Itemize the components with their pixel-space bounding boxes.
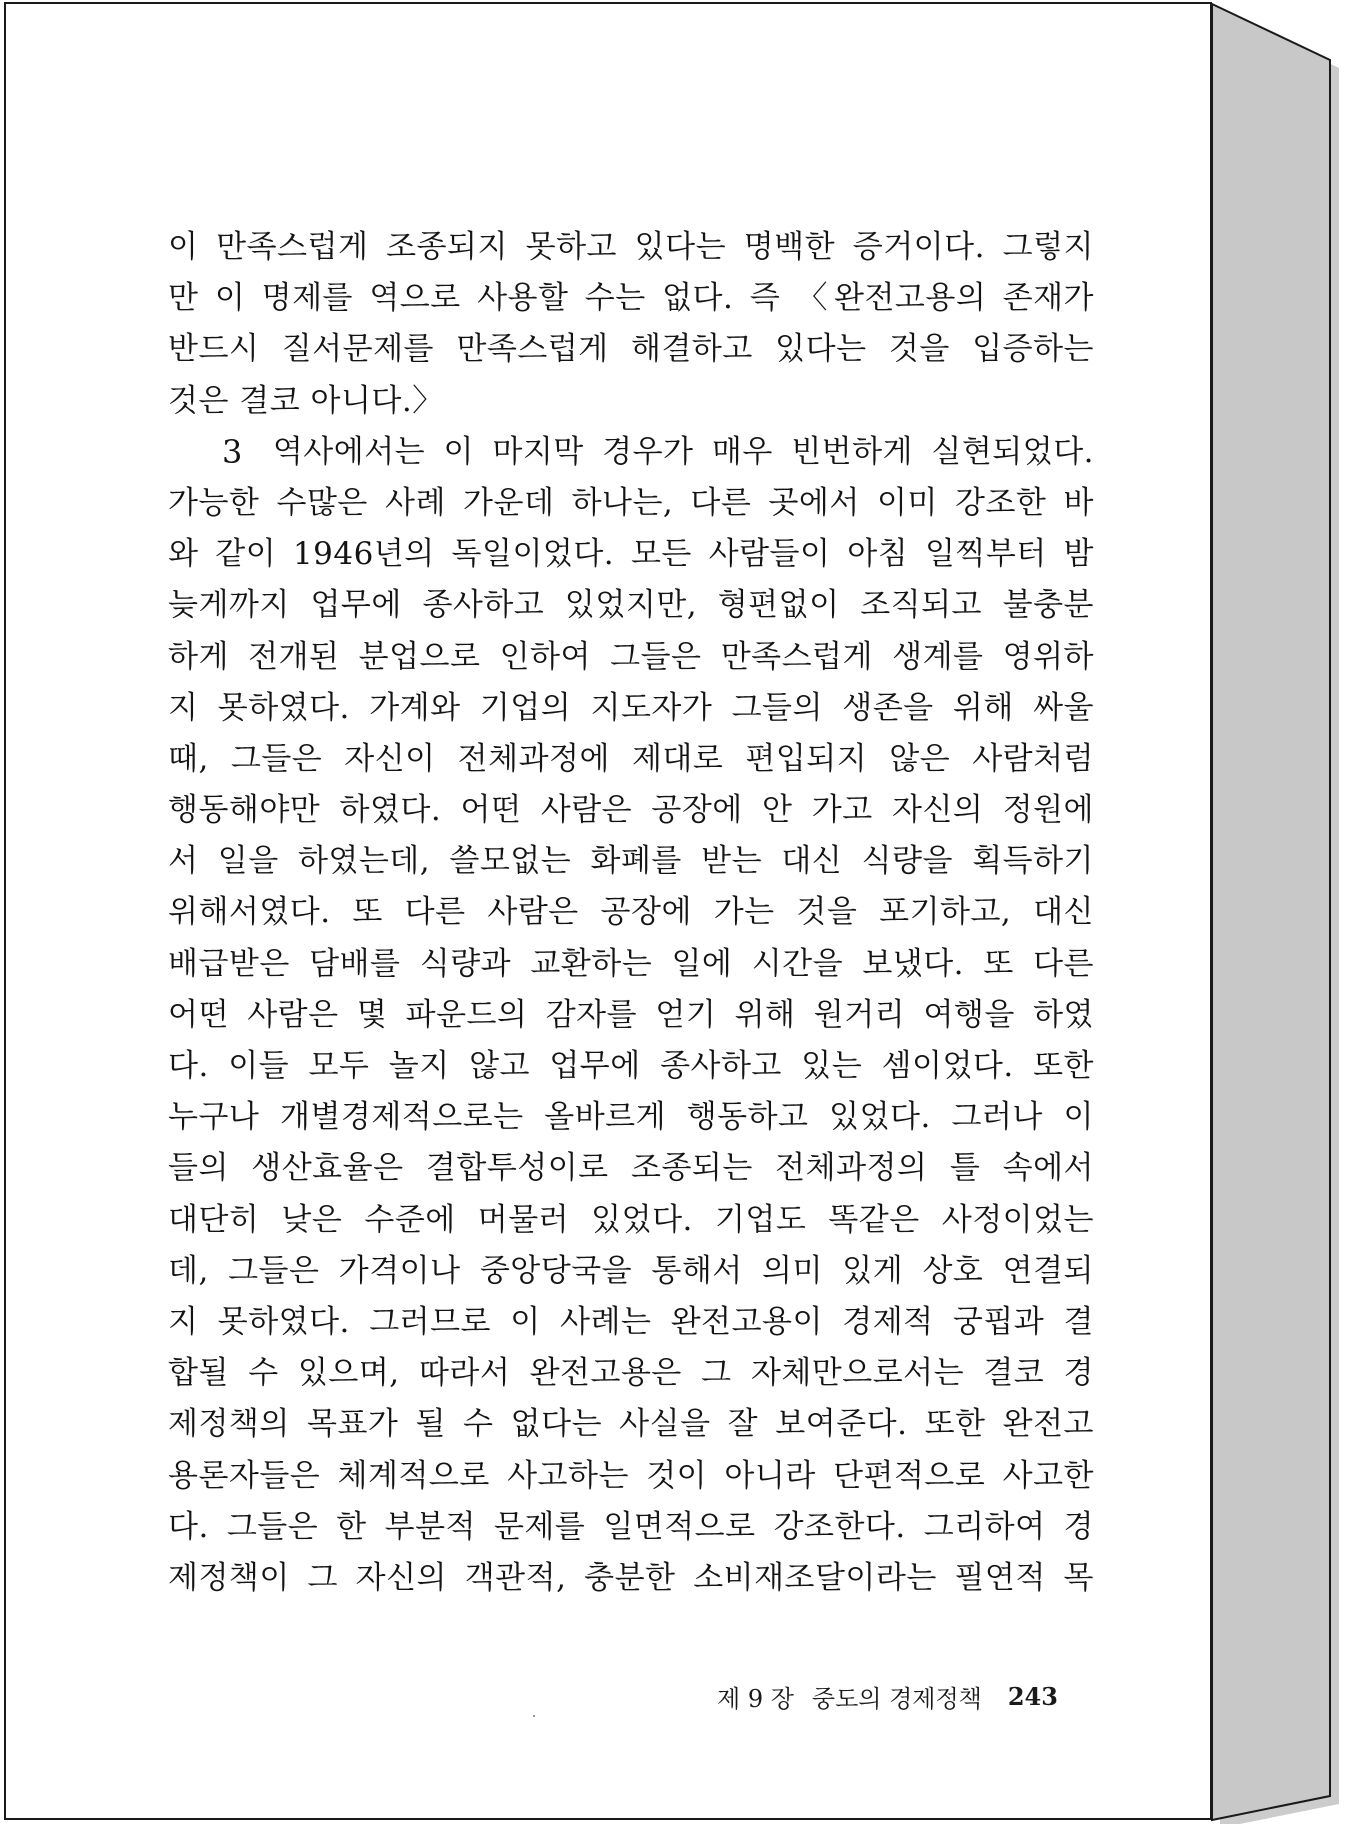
text-line: 합될 수 있으며, 따라서 완전고용은 그 자체만으로서는 결코 경 <box>168 1355 1094 1392</box>
text-line: 행동해야만 하였다. 어떤 사람은 공장에 안 가고 자신의 정원에 <box>168 792 1094 829</box>
page-edge-face <box>1212 4 1330 1820</box>
text-line: 들의 생산효율은 결합투성이로 조종되는 전체과정의 틀 속에서 <box>168 1150 1094 1187</box>
text-line: 용론자들은 체계적으로 사고하는 것이 아니라 단편적으로 사고한 <box>168 1457 1094 1494</box>
text-line: 와 같이 1946년의 독일이었다. 모든 사람들이 아침 일찍부터 밤 <box>168 536 1094 573</box>
text-line: 다. 이들 모두 놀지 않고 업무에 종사하고 있는 셈이었다. 또한 <box>168 1048 1094 1084</box>
text-line: 데, 그들은 가격이나 중앙당국을 통해서 의미 있게 상호 연결되 <box>168 1252 1094 1289</box>
text-line: 다. 그들은 한 부분적 문제를 일면적으로 강조한다. 그리하여 경 <box>168 1508 1094 1545</box>
text-line: 것은 결코 아니다.〉 <box>168 382 444 419</box>
text-line: 하게 전개된 분업으로 인하여 그들은 만족스럽게 생계를 영위하 <box>168 638 1094 675</box>
text-line: 어떤 사람은 몇 파운드의 감자를 얻기 위해 원거리 여행을 하였 <box>168 996 1094 1033</box>
section-number: 3 <box>222 432 243 471</box>
text-line: 대단히 낮은 수준에 머물러 있었다. 기업도 똑같은 사정이었는 <box>168 1201 1094 1238</box>
text-line: 누구나 개별경제적으로는 올바르게 행동하고 있었다. 그러나 이 <box>168 1099 1094 1136</box>
text-line: 제정책이 그 자신의 객관적, 충분한 소비재조달이라는 필연적 목 <box>168 1559 1094 1596</box>
page-number: 243 <box>1007 1681 1058 1711</box>
text-line: 이 만족스럽게 조종되지 못하고 있다는 명백한 증거이다. 그렇지 <box>168 229 1094 265</box>
text-line: 위해서였다. 또 다른 사람은 공장에 가는 것을 포기하고, 대신 <box>168 894 1094 931</box>
text-line: 지 못하였다. 그러므로 이 사례는 완전고용이 경제적 궁핍과 결 <box>168 1303 1094 1340</box>
text-line: 늦게까지 업무에 종사하고 있었지만, 형편없이 조직되고 불충분 <box>168 587 1094 624</box>
text-line: 서 일을 하였는데, 쓸모없는 화폐를 받는 대신 식량을 획득하기 <box>168 843 1094 880</box>
text-line: 가능한 수많은 사례 가운데 하나는, 다른 곳에서 이미 강조한 바 <box>168 484 1094 521</box>
text-line: 제정책의 목표가 될 수 없다는 사실을 잘 보여준다. 또한 완전고 <box>168 1406 1094 1443</box>
text-line: 반드시 질서문제를 만족스럽게 해결하고 있다는 것을 입증하는 <box>168 331 1094 368</box>
text-line: 만 이 명제를 역으로 사용할 수는 없다. 즉 〈완전고용의 존재가 <box>168 280 1094 317</box>
footer-chapter-title: 중도의 경제정책 <box>811 1684 982 1713</box>
footer <box>717 1676 1058 1716</box>
text-line: 때, 그들은 자신이 전체과정에 제대로 편입되지 않은 사람처럼 <box>168 740 1094 777</box>
body-text <box>168 222 1094 1604</box>
text-line: 지 못하였다. 가계와 기업의 지도자가 그들의 생존을 위해 싸울 <box>168 689 1094 726</box>
text-line: 3 역사에서는 이 마지막 경우가 매우 빈번하게 실현되었다. <box>168 427 1094 478</box>
stray-dot <box>533 1715 535 1717</box>
text-line: 배급받은 담배를 식량과 교환하는 일에 시간을 보냈다. 또 다른 <box>168 945 1094 982</box>
footer-chapter: 제 9 장 <box>717 1684 794 1713</box>
